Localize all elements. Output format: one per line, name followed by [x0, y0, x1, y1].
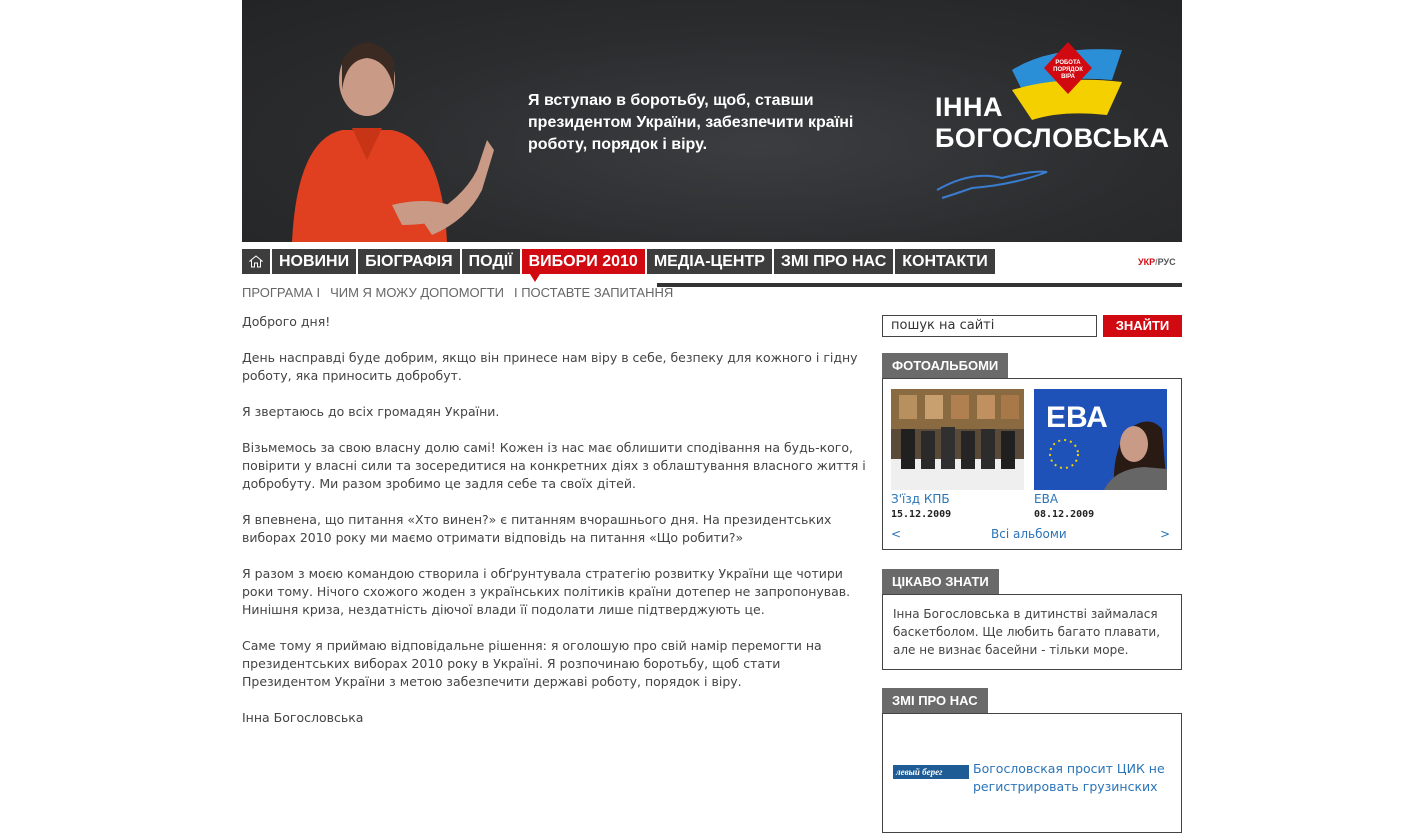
album-caption[interactable]: З'їзд КПБ — [891, 492, 950, 506]
content-signature: Інна Богословська — [242, 710, 364, 725]
search-button[interactable]: ЗНАЙТИ — [1103, 315, 1182, 337]
logo-badge-line1: РОБОТА — [1055, 60, 1081, 66]
album-caption[interactable]: ЕВА — [1034, 492, 1059, 506]
eva-logo-text: ЕВА — [1046, 401, 1108, 434]
press-title: ЗМІ ПРО НАС — [882, 688, 988, 713]
nav-media-center[interactable]: МЕДІА-ЦЕНТР — [647, 249, 772, 274]
home-icon — [250, 256, 262, 267]
sub-nav — [242, 285, 683, 300]
prev-album-button[interactable]: < — [891, 527, 902, 541]
content-paragraph: Я разом з моєю командою створила і обґрунтувала стратегію розвитку України ще чотири роки тому. Нічого схожого жоден з українських політиків країни дотепер не запропонував. Нинішня криза, нездатність діючої влади її подолати лише підтверджують це. — [242, 566, 851, 617]
content-paragraph: Візьмемось за свою власну долю самі! Кожен із нас має облишити сподівання на будь-кого, повірити у власні сили та зосередитися на конкретних діях з облаштування власного життя і добробуту. Ми разом зробимо це задля себе та своїх дітей. — [242, 440, 866, 491]
album-date: 15.12.2009 — [891, 509, 952, 520]
banner-quote: Я вступаю в боротьбу, щоб, ставши президентом України, забезпечити країні роботу, порядок і віру. — [528, 92, 854, 153]
subnav-ask-question[interactable]: І ПОСТАВТЕ ЗАПИТАННЯ — [513, 285, 674, 300]
search-form — [882, 315, 1182, 337]
nav-contacts[interactable]: КОНТАКТИ — [895, 249, 995, 274]
press-widget — [882, 688, 1182, 833]
lang-separator: / — [1155, 257, 1158, 267]
candidate-last-name: БОГОСЛОВСЬКА — [935, 123, 1170, 153]
photo-albums-widget — [882, 353, 1182, 550]
facts-title: ЦІКАВО ЗНАТИ — [882, 569, 999, 594]
logo-badge-line2: ПОРЯДОК — [1053, 67, 1083, 73]
nav-events[interactable]: ПОДІЇ — [462, 249, 520, 274]
nav-elections-2010[interactable]: ВИБОРИ 2010 — [522, 249, 645, 274]
all-albums-link[interactable]: Всі альбоми — [991, 527, 1067, 541]
lang-ukr[interactable]: УКР — [1138, 257, 1156, 267]
next-album-button[interactable]: > — [1160, 527, 1171, 541]
candidate-first-name: ІННА — [935, 92, 1003, 122]
press-box — [882, 713, 1182, 833]
lang-rus[interactable]: РУС — [1157, 257, 1176, 267]
candidate-photo — [272, 20, 532, 242]
press-article-link[interactable]: Богословская просит ЦИК не регистрировать грузинских — [973, 761, 1165, 794]
nav-divider — [657, 283, 1182, 287]
nav-biography[interactable]: БІОГРАФІЯ — [358, 249, 459, 274]
logo-badge-line3: ВІРА — [1061, 74, 1075, 80]
content-paragraph: Я впевнена, що питання «Хто винен?» є питанням вчорашнього дня. На президентських виборах 2010 року ми маємо отримати відповідь на питання «Що робити?» — [242, 512, 832, 545]
search-input[interactable]: пошук на сайті — [882, 315, 1097, 337]
album-date: 08.12.2009 — [1034, 509, 1095, 520]
photo-albums-box — [882, 378, 1182, 550]
header-banner — [242, 0, 1182, 242]
nav-news[interactable]: НОВИНИ — [272, 249, 356, 274]
content-paragraph: Доброго дня! — [242, 314, 331, 329]
content-paragraph: Саме тому я приймаю відповідальне рішення: я оголошую про свій намір перемогти на президентських виборах 2010 року в Україні. Я розпочинаю боротьбу, щоб стати Президентом України з метою забезпечити державі роботу, порядок і віру. — [242, 638, 822, 689]
subnav-how-can-i-help[interactable]: ЧИМ Я МОЖУ ДОПОМОГТИ — [330, 285, 504, 300]
facts-text: Інна Богословська в дитинстві займалася баскетболом. Ще любить багато плавати, але не визнає басейни - тільки море. — [882, 594, 1182, 670]
press-source-logo: левый берег — [893, 765, 969, 779]
interesting-facts-widget — [882, 569, 1182, 670]
main-content — [242, 313, 870, 745]
subnav-program[interactable]: ПРОГРАМА І — [242, 285, 321, 300]
sidebar — [882, 315, 1182, 794]
album-thumbnail[interactable] — [891, 389, 1024, 490]
language-switcher — [1138, 257, 1176, 267]
nav-press-about-us[interactable]: ЗМІ ПРО НАС — [774, 249, 893, 274]
photo-albums-title: ФОТОАЛЬБОМИ — [882, 353, 1008, 378]
home-button[interactable] — [242, 249, 270, 274]
content-paragraph: День насправді буде добрим, якщо він принесе нам віру в себе, безпеку для кожного і гідну роботу, яка приносить добробут. — [242, 350, 858, 383]
content-paragraph: Я звертаюсь до всіх громадян України. — [242, 404, 500, 419]
main-nav — [242, 249, 997, 274]
album-thumbnail[interactable] — [1034, 389, 1167, 490]
